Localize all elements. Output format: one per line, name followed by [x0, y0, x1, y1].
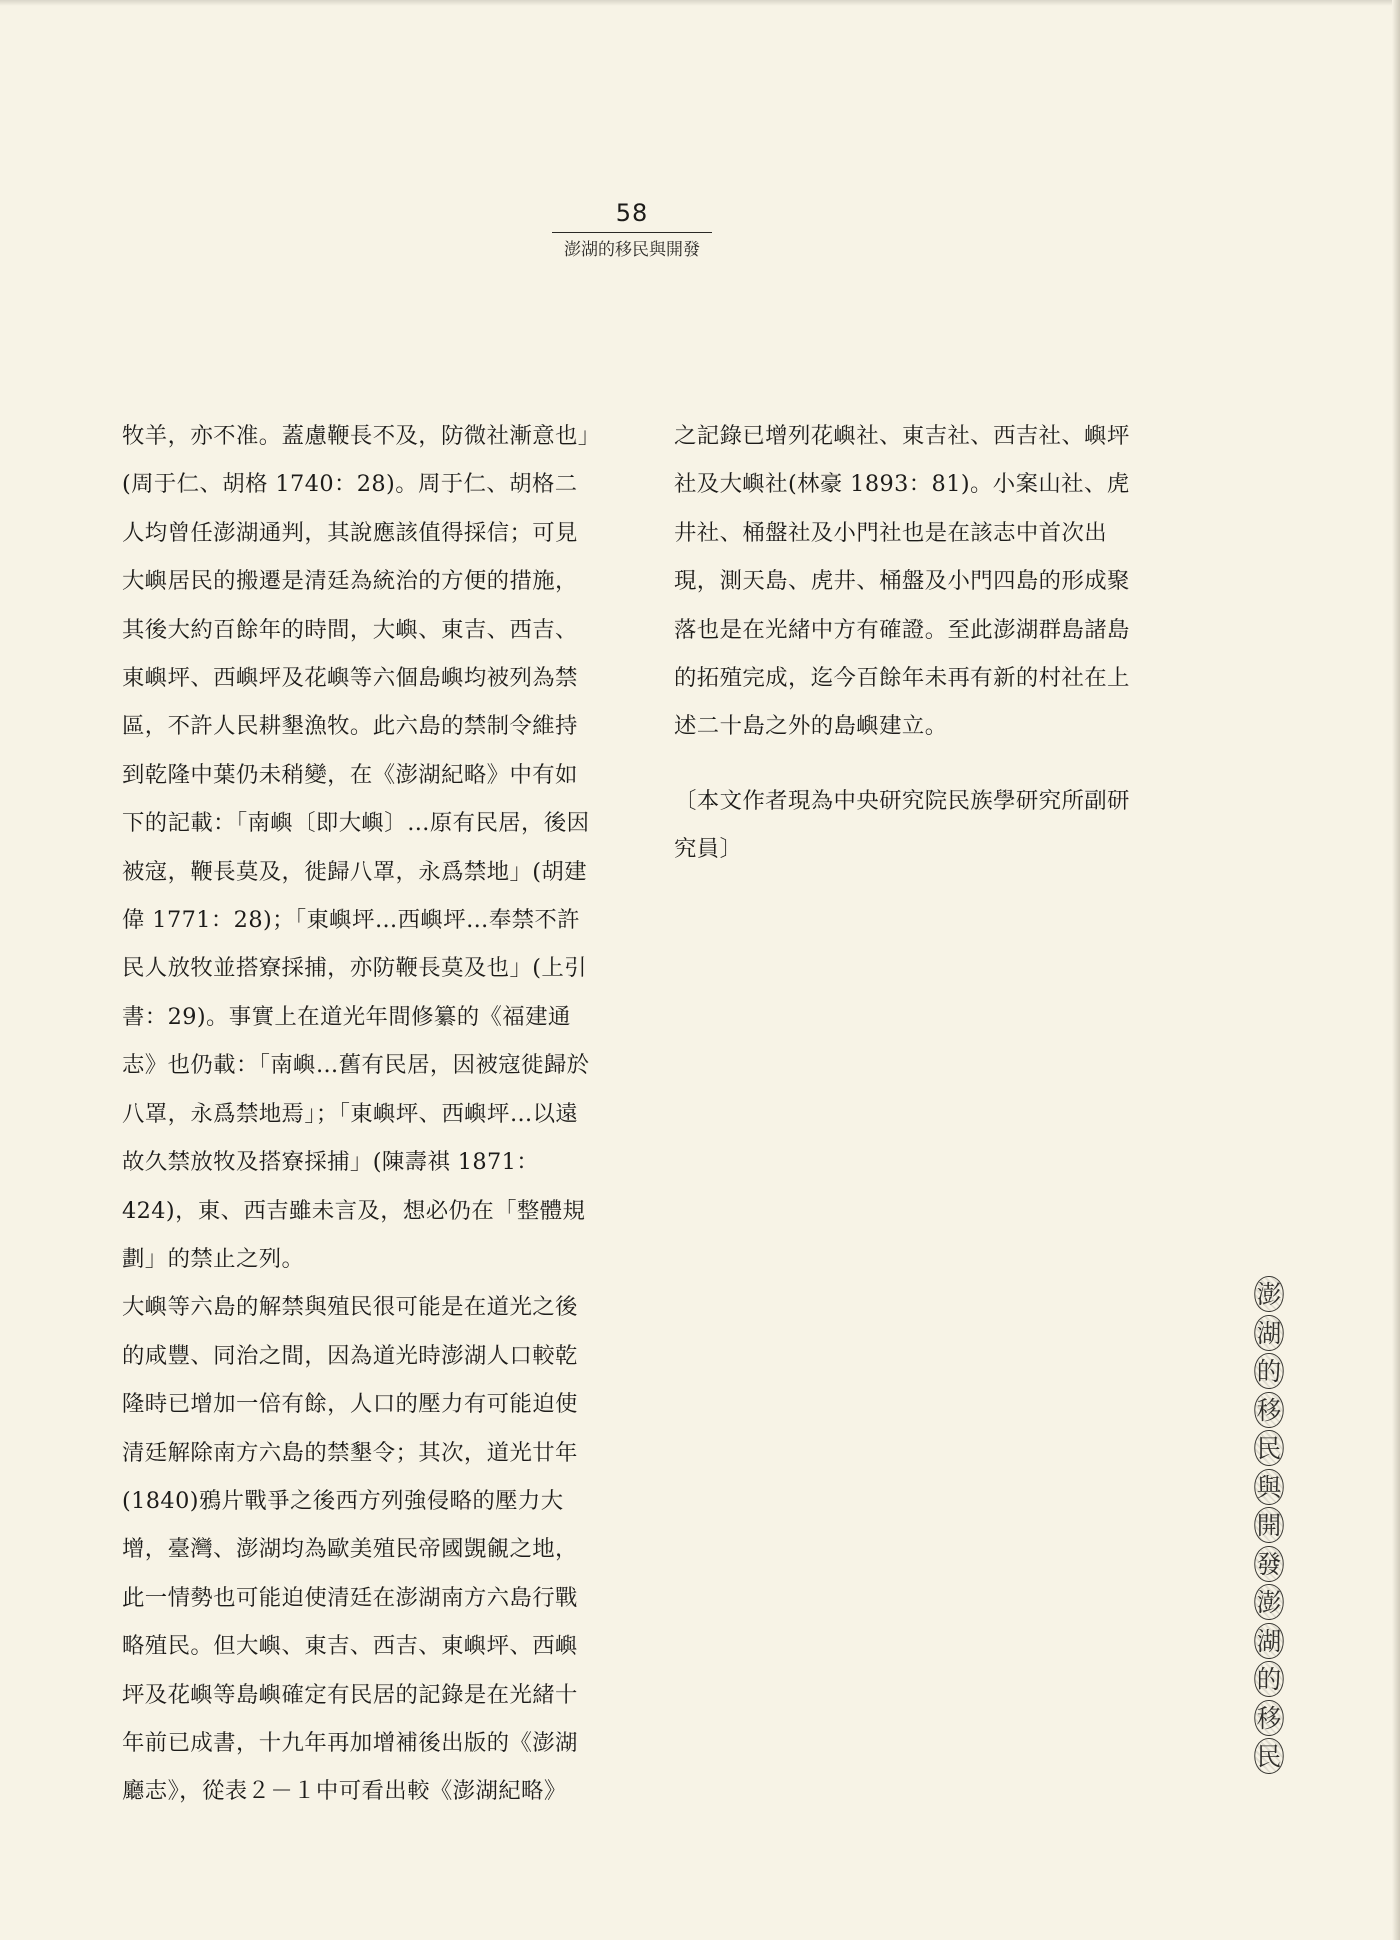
author-note: 〔本文作者現為中央研究院民族學研究所副研究員〕 — [674, 787, 1130, 863]
ornamental-seal-icon: 民 — [1254, 1430, 1283, 1466]
left-paragraph-2: 大嶼等六島的解禁與殖民很可能是在道光之後的咸豐、同治之間，因為道光時澎湖人口較乾隆時已增加一倍有餘，人口的壓力有可能迫使清廷解除南方六島的禁墾令；其次，道光廿年(1840)鴉片戰爭之後西方列強侵略的壓力大增，臺灣、澎湖均為歐美殖民帝國覬覦之地，此一情勢也可能迫使清廷在澎湖南方六島行戰略殖民。但大嶼、東吉、西吉、東嶼坪、西嶼坪及花嶼等島嶼確定有民居的記錄是在光緒十年前已成書，十九年再加增補後出版的《澎湖廳志》，從表２－１中可看出較《澎湖紀略》 — [122, 1294, 578, 1805]
ornamental-seal-icon: 湖 — [1254, 1623, 1283, 1659]
ornamental-seal-icon: 發 — [1254, 1546, 1283, 1582]
left-paragraph-1: 牧羊，亦不准。蓋慮鞭長不及，防微社漸意也」(周于仁、胡格 1740：28)。周于仁、胡格二人均曾任澎湖通判，其說應該值得採信；可見大嶼居民的搬遷是清廷為統治的方便的措施，其後大約百餘年的時間，大嶼、東吉、西吉、東嶼坪、西嶼坪及花嶼等六個島嶼均被列為禁區，不許人民耕墾漁牧。此六島的禁制令維持到乾隆中葉仍未稍變，在《澎湖紀略》中有如下的記載：「南嶼〔即大嶼〕…原有民居，後因被寇，鞭長莫及，徙歸八罩，永爲禁地」(胡建偉 1771：28)；「東嶼坪…西嶼坪…奉禁不許民人放牧並搭寮採捕，亦防鞭長莫及也」(上引書：29)。事實上在道光年間修纂的《福建通志》也仍載：「南嶼…舊有民居，因被寇徙歸於八罩，永爲禁地焉」；「東嶼坪、西嶼坪…以遠故久禁放牧及搭寮採捕」(陳壽祺 1871：424)，東、西吉雖未言及，想必仍在「整體規劃」的禁止之列。 — [122, 423, 590, 1272]
ornamental-seal-icon: 開 — [1254, 1507, 1283, 1543]
ornamental-seal-icon: 湖 — [1254, 1315, 1283, 1351]
page-right-edge — [1392, 0, 1400, 1940]
ornamental-seal-icon: 民 — [1254, 1738, 1283, 1774]
ornamental-seal-icon: 與 — [1254, 1469, 1283, 1505]
page-top-edge — [0, 0, 1400, 6]
ornamental-seal-icon: 移 — [1254, 1392, 1283, 1428]
ornamental-seal-icon: 的 — [1254, 1353, 1283, 1389]
right-paragraph-1: 之記錄已增列花嶼社、東吉社、西吉社、嶼坪社及大嶼社(林豪 1893：81)。小案山社、虎井社、桶盤社及小門社也是在該志中首次出現，測天島、虎井、桶盤及小門四島的形成聚落也是在光緒中方有確證。至此澎湖群島諸島的拓殖完成，迄今百餘年未再有新的村社在上述二十島之外的島嶼建立。 — [674, 423, 1130, 740]
ornamental-seal-icon: 澎 — [1254, 1584, 1283, 1620]
left-text-column — [122, 412, 592, 1816]
ornamental-seal-icon: 澎 — [1254, 1276, 1283, 1312]
running-title: 澎湖的移民與開發 — [564, 240, 700, 260]
page-header — [520, 196, 744, 267]
ornamental-seal-icon: 的 — [1254, 1661, 1283, 1697]
page-number: 58 — [615, 199, 649, 227]
right-text-column — [674, 412, 1144, 874]
ornamental-seal-icon: 移 — [1254, 1700, 1283, 1736]
ornamental-seal-strip — [1252, 1276, 1286, 1777]
